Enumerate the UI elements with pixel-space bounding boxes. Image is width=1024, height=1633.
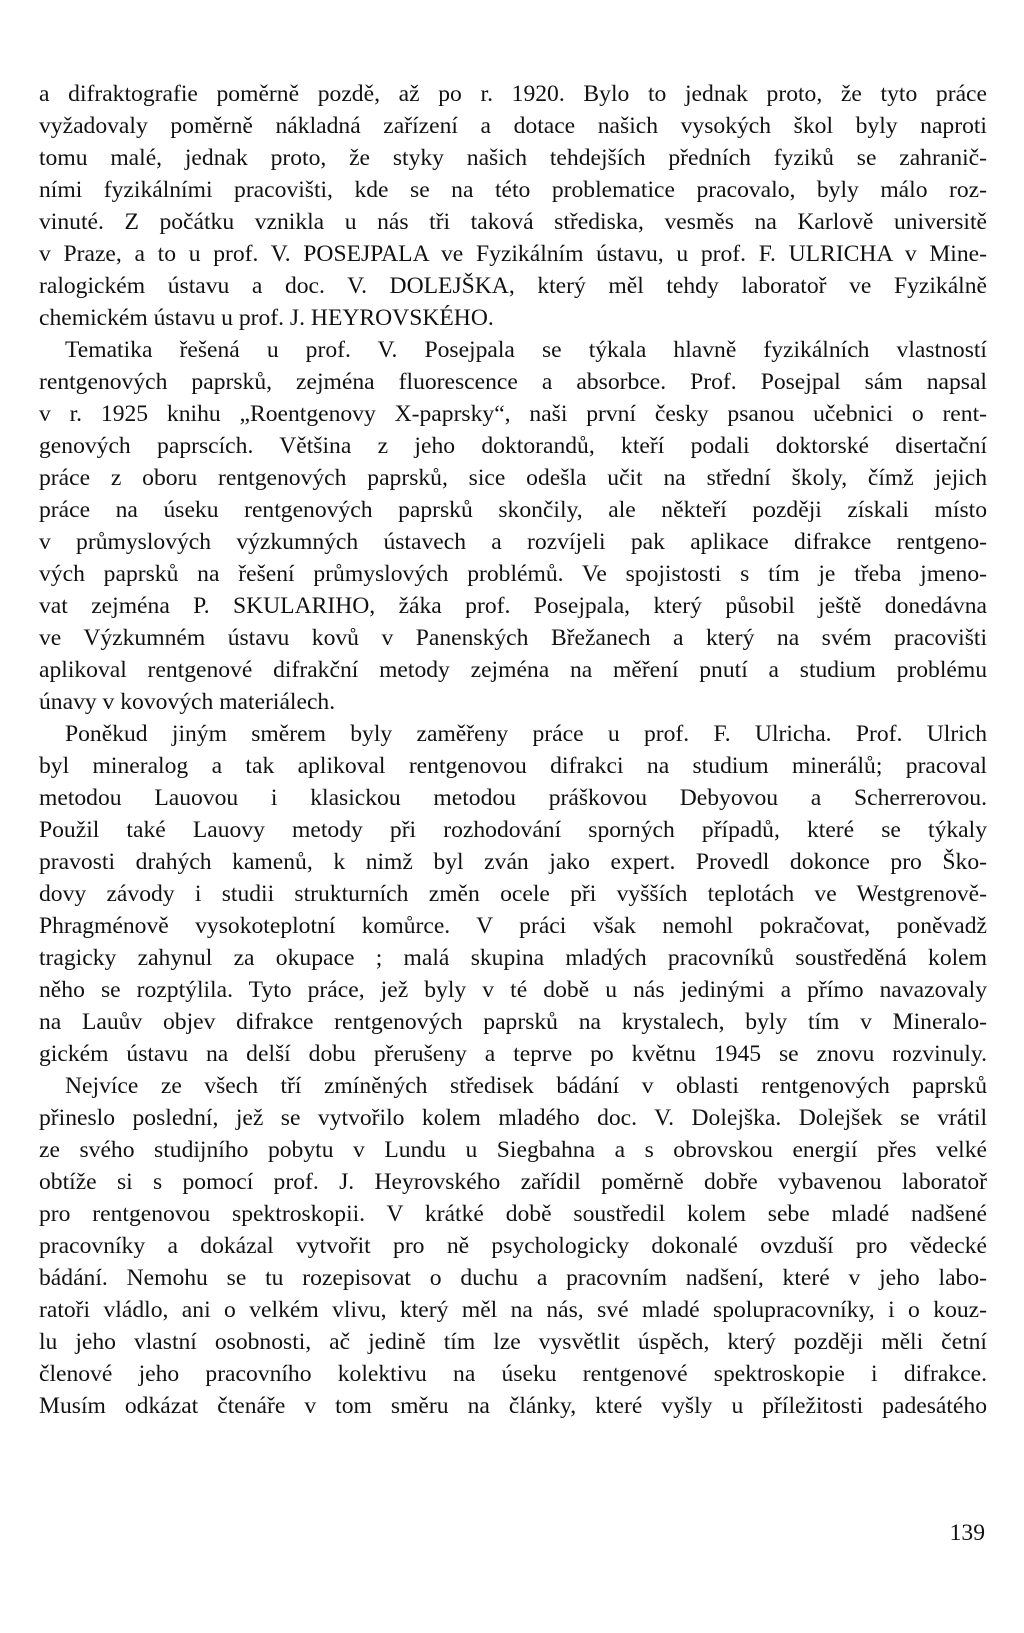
text-line: pravosti drahých kamenů, k nimž byl zván jako expert. Provedl dokonce pro Ško- [39,849,987,875]
text-line: pro rentgenovou spektroskopii. V krátké době soustředil kolem sebe mladé nadšené [39,1201,987,1227]
text-line: práce na úseku rentgenových paprsků skončily, ale někteří později získali místo [39,497,987,523]
text-line: v Praze, a to u prof. V. POSEJPALA ve Fyzikálním ústavu, u prof. F. ULRICHA v Mine- [39,241,987,267]
text-line: lu jeho vlastní osobnosti, ač jedině tím lze vysvětlit úspěch, který později měli četní [39,1329,987,1355]
text-line: dovy závody i studii strukturních změn ocele při vyšších teplotách ve Westgrenově- [39,881,987,907]
text-line: Tematika řešená u prof. V. Posejpala se týkala hlavně fyzikálních vlastností [65,337,987,363]
text-line: byl mineralog a tak aplikoval rentgenovou difrakci na studium minerálů; pracoval [39,753,987,779]
text-line: vat zejména P. SKULARIHO, žáka prof. Posejpala, který působil ještě donedávna [39,593,987,619]
text-line: přineslo poslední, jež se vytvořilo kolem mladého doc. V. Dolejška. Dolejšek se vrátil [39,1105,987,1131]
text-line: tomu malé, jednak proto, že styky našich tehdejších předních fyziků se zahranič- [39,145,987,171]
text-line: ve Výzkumném ústavu kovů v Panenských Břežanech a který na svém pracovišti [39,625,987,651]
text-line: Použil také Lauovy metody při rozhodování sporných případů, které se týkaly [39,817,987,843]
text-line: ze svého studijního pobytu v Lundu u Siegbahna a s obrovskou energií přes velké [39,1137,987,1163]
page-number: 139 [949,1520,985,1546]
text-line: chemickém ústavu u prof. J. HEYROVSKÉHO. [39,305,494,331]
text-line: tragicky zahynul za okupace ; malá skupina mladých pracovníků soustředěná kolem [39,945,987,971]
text-line: v průmyslových výzkumných ústavech a rozvíjeli pak aplikace difrakce rentgeno- [39,529,987,555]
text-line: gickém ústavu na delší dobu přerušeny a teprve po květnu 1945 se znovu rozvinuly. [39,1041,987,1067]
text-line: ratoři vládlo, ani o velkém vlivu, který měl na nás, své mladé spolupracovníky, i o kouz- [39,1297,987,1323]
text-line: genových paprscích. Většina z jeho doktorandů, kteří podali doktorské disertační [39,433,987,459]
text-line: ními fyzikálními pracovišti, kde se na této problematice pracovalo, byly málo roz- [39,177,987,203]
text-line: Musím odkázat čtenáře v tom směru na články, které vyšly u příležitosti padesátého [39,1393,987,1419]
text-line: vinuté. Z počátku vznikla u nás tři taková střediska, vesměs na Karlově universitě [39,209,987,235]
page-body-text [39,78,987,1422]
text-line: rentgenových paprsků, zejména fluorescence a absorbce. Prof. Posejpal sám napsal [39,369,987,395]
text-line: práce z oboru rentgenových paprsků, sice odešla učit na střední školy, čímž jejich [39,465,987,491]
text-line: Poněkud jiným směrem byly zaměřeny práce u prof. F. Ulricha. Prof. Ulrich [65,721,987,747]
text-line: aplikoval rentgenové difrakční metody zejména na měření pnutí a studium problému [39,657,987,683]
text-line: vyžadovaly poměrně nákladná zařízení a dotace našich vysokých škol byly naproti [39,113,987,139]
text-line: vých paprsků na řešení průmyslových problémů. Ve spojistosti s tím je třeba jmeno- [39,561,987,587]
text-line: metodou Lauovou i klasickou metodou práškovou Debyovou a Scherrerovou. [39,785,987,811]
text-line: členové jeho pracovního kolektivu na úseku rentgenové spektroskopie i difrakce. [39,1361,987,1387]
text-line: Phragménově vysokoteplotní komůrce. V práci však nemohl pokračovat, poněvadž [39,913,987,939]
text-line: obtíže si s pomocí prof. J. Heyrovského zařídil poměrně dobře vybavenou laboratoř [39,1169,987,1195]
text-line: něho se rozptýlila. Tyto práce, jež byly v té době u nás jedinými a přímo navazovaly [39,977,987,1003]
text-line: bádání. Nemohu se tu rozepisovat o duchu a pracovním nadšení, které v jeho labo- [39,1265,987,1291]
text-line: v r. 1925 knihu „Roentgenovy X-paprsky“, naši první česky psanou učebnici o rent- [39,401,987,427]
text-line: pracovníky a dokázal vytvořit pro ně psychologicky dokonalé ovzduší pro vědecké [39,1233,987,1259]
text-line: únavy v kovových materiálech. [39,689,336,715]
text-line: ralogickém ústavu a doc. V. DOLEJŠKA, který měl tehdy laboratoř ve Fyzikálně [39,273,987,299]
text-line: na Lauův objev difrakce rentgenových paprsků na krystalech, byly tím v Mineralo- [39,1009,987,1035]
text-line: a difraktografie poměrně pozdě, až po r. 1920. Bylo to jednak proto, že tyto práce [39,81,987,107]
text-line: Nejvíce ze všech tří zmíněných středisek bádání v oblasti rentgenových paprsků [65,1073,987,1099]
